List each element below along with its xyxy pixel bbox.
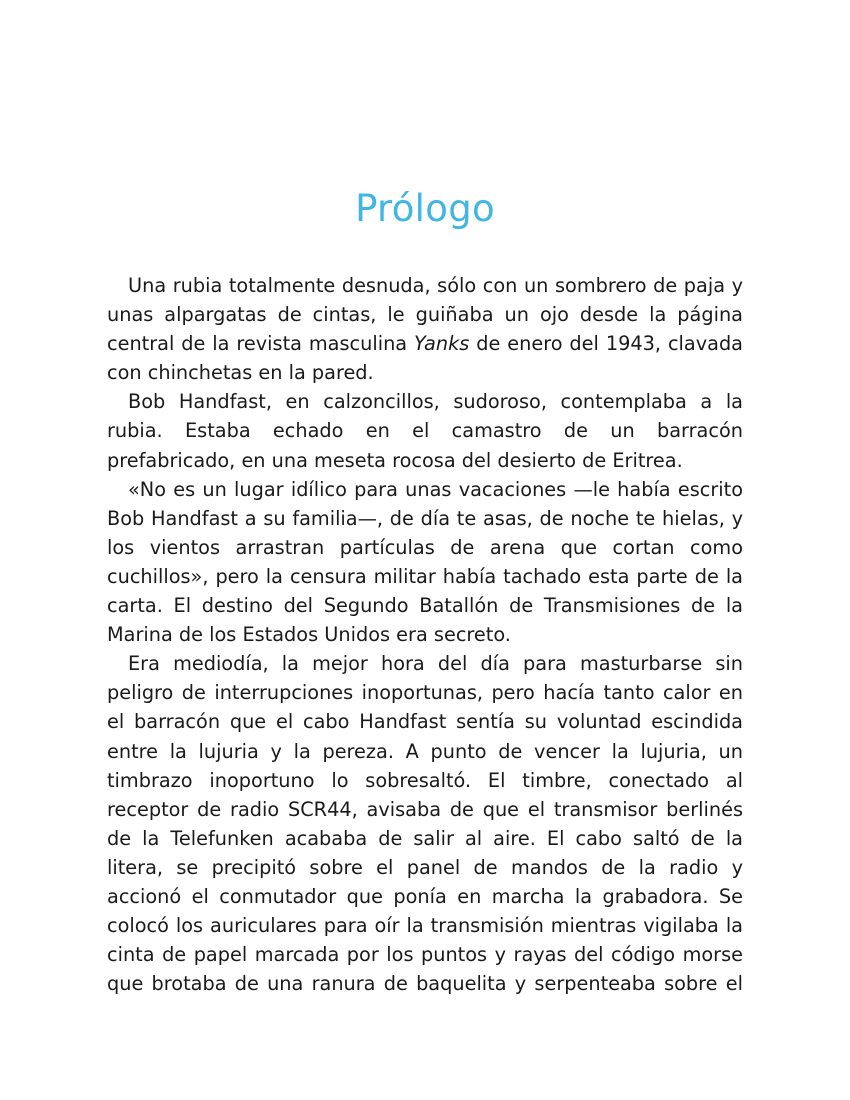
paragraph-1-before: Una rubia totalmente desnuda, sólo con un sombrero de paja y unas alpargatas de cintas, le guiñaba un ojo desde la página central de la revista masculina (107, 274, 743, 356)
paragraph-4: Era mediodía, la mejor hora del día para masturbarse sin peligro de interrupciones inoportunas, pero hacía tanto calor en el barracón que el cabo Handfast sentía su voluntad escindida entre la lujuria y la pereza. A punto de vencer la lujuria, un timbrazo inoportuno lo sobresaltó. El timbre, conectado al receptor de radio SCR44, avisaba de que el transmisor berlinés de la Telefunken acababa de salir al aire. El cabo saltó de la litera, se precipitó sobre el panel de mandos de la radio y accionó el conmutador que ponía en marcha la grabadora. Se colocó los auriculares para oír la transmisión mientras vigilaba la cinta de papel marcada por los puntos y rayas del código morse que brotaba de una ranura de baquelita y serpenteaba sobre el (107, 652, 743, 996)
paragraph-3: «No es un lugar idílico para unas vacaciones —le había escrito Bob Handfast a su familia—, de día te asas, de noche te hielas, y los vientos arrastran partículas de arena que cortan como cuchillos», pero la censura militar había tachado esta parte de la carta. El destino del Segundo Batallón de Transmisiones de la Marina de los Estados Unidos era secreto. (107, 477, 743, 647)
body-text (107, 271, 743, 998)
magazine-title: Yanks (414, 332, 470, 356)
paragraph-1-after: de enero del 1943, clavada con chinchetas en la pared. (107, 332, 743, 385)
chapter-title: Prólogo (355, 187, 495, 230)
paragraph-2: Bob Handfast, en calzoncillos, sudoroso, contemplaba a la rubia. Estaba echado en el camastro de un barracón prefabricado, en una meseta rocosa del desierto de Eritrea. (107, 390, 743, 472)
paragraph-1 (107, 271, 743, 387)
